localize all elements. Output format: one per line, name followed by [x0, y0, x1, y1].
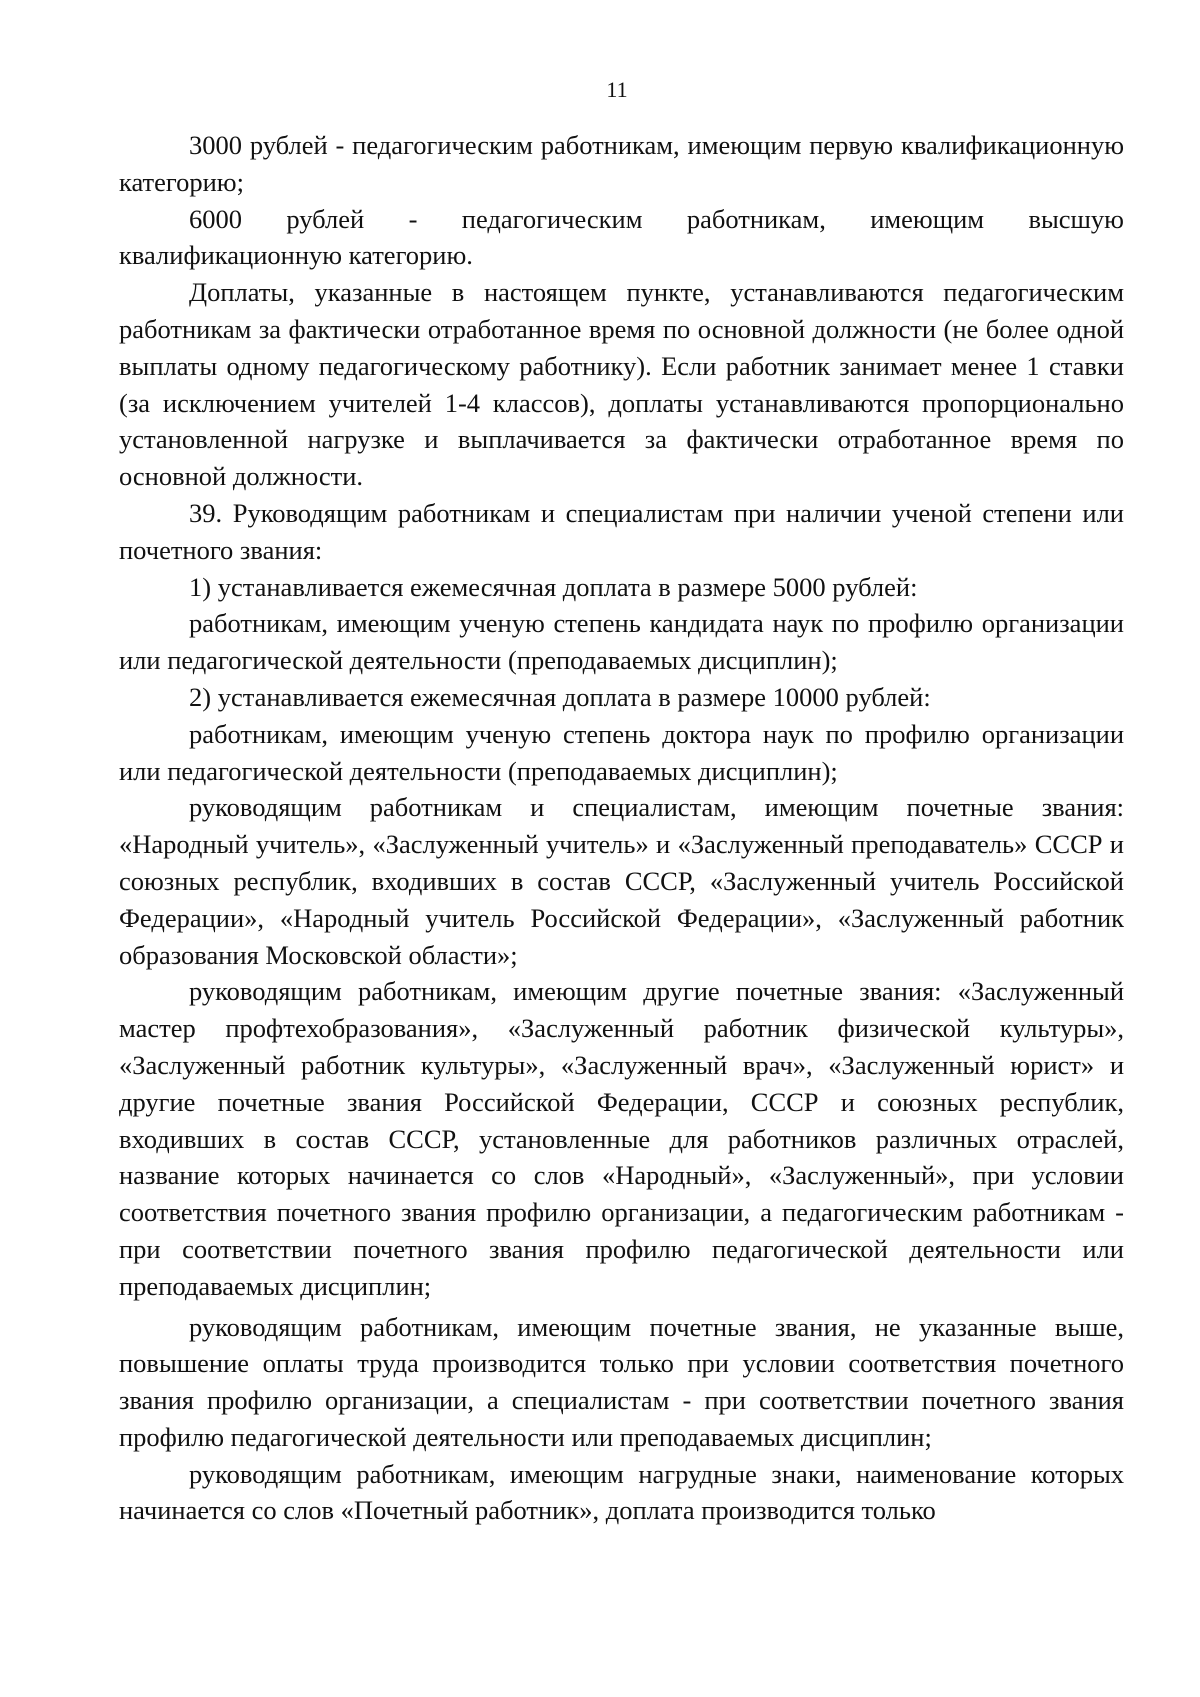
document-body [119, 127, 1124, 1529]
paragraph-candidate-degree: работникам, имеющим ученую степень кандидата наук по профилю организации или педагогической деятельности (преподаваемых дисциплин); [119, 608, 1124, 676]
paragraph-subitem-2: 2) устанавливается ежемесячная доплата в размере 10000 рублей: [189, 681, 931, 712]
paragraph-unlisted-titles: руководящим работникам, имеющим почетные звания, не указанные выше, повышение оплаты труда производится только при условии соответствия почетного звания профилю организации, а специалистам - при соответствии почетного звания профилю педагогической деятельности или преподаваемых дисциплин; [119, 1311, 1124, 1452]
paragraph-payment-conditions: Доплаты, указанные в настоящем пункте, устанавливаются педагогическим работникам за фактически отработанное время по основной должности (не более одной выплаты одному педагогическому работнику). Если работник занимает менее 1 ставки (за исключением учителей 1-4 классов), доплаты устанавливаются пропорционально установленной нагрузке и выплачивается за фактически отработанное время по основной должности. [119, 277, 1124, 492]
paragraph-honorary-titles: руководящим работникам и специалистам, имеющим почетные звания: «Народный учитель», «Заслуженный учитель» и «Заслуженный преподаватель» СССР и союзных республик, входивших в состав СССР, «Заслуженный учитель Российской Федерации», «Народный учитель Российской Федерации», «Заслуженный работник образования Московской области»; [119, 792, 1124, 970]
paragraph-doctor-degree: работникам, имеющим ученую степень доктора наук по профилю организации или педагогической деятельности (преподаваемых дисциплин); [119, 718, 1124, 786]
paragraph-subitem-1: 1) устанавливается ежемесячная доплата в размере 5000 рублей: [189, 571, 918, 602]
paragraph-other-honorary-titles: руководящим работникам, имеющим другие почетные звания: «Заслуженный мастер профтехобразования», «Заслуженный работник физической культуры», «Заслуженный работник культуры», «Заслуженный врач», «Заслуженный юрист» и другие почетные звания Российской Федерации, СССР и союзных республик, входивших в состав СССР, установленные для работников различных отраслей, название которых начинается со слов «Народный», «Заслуженный», при условии соответствия почетного звания профилю организации, а педагогическим работникам - при соответствии почетного звания профилю педагогической деятельности или преподаваемых дисциплин; [119, 976, 1124, 1301]
paragraph-highest-category: 6000 рублей - педагогическим работникам, имеющим высшую квалификационную категорию. [119, 203, 1124, 271]
page-number: 11 [606, 77, 628, 102]
paragraph-first-category: 3000 рублей - педагогическим работникам, имеющим первую квалификационную категорию; [119, 130, 1124, 197]
paragraph-item-39: 39. Руководящим работникам и специалистам при наличии ученой степени или почетного звания: [119, 497, 1124, 565]
paragraph-badges: руководящим работникам, имеющим нагрудные знаки, наименование которых начинается со слов «Почетный работник», доплата производится только [119, 1458, 1124, 1526]
